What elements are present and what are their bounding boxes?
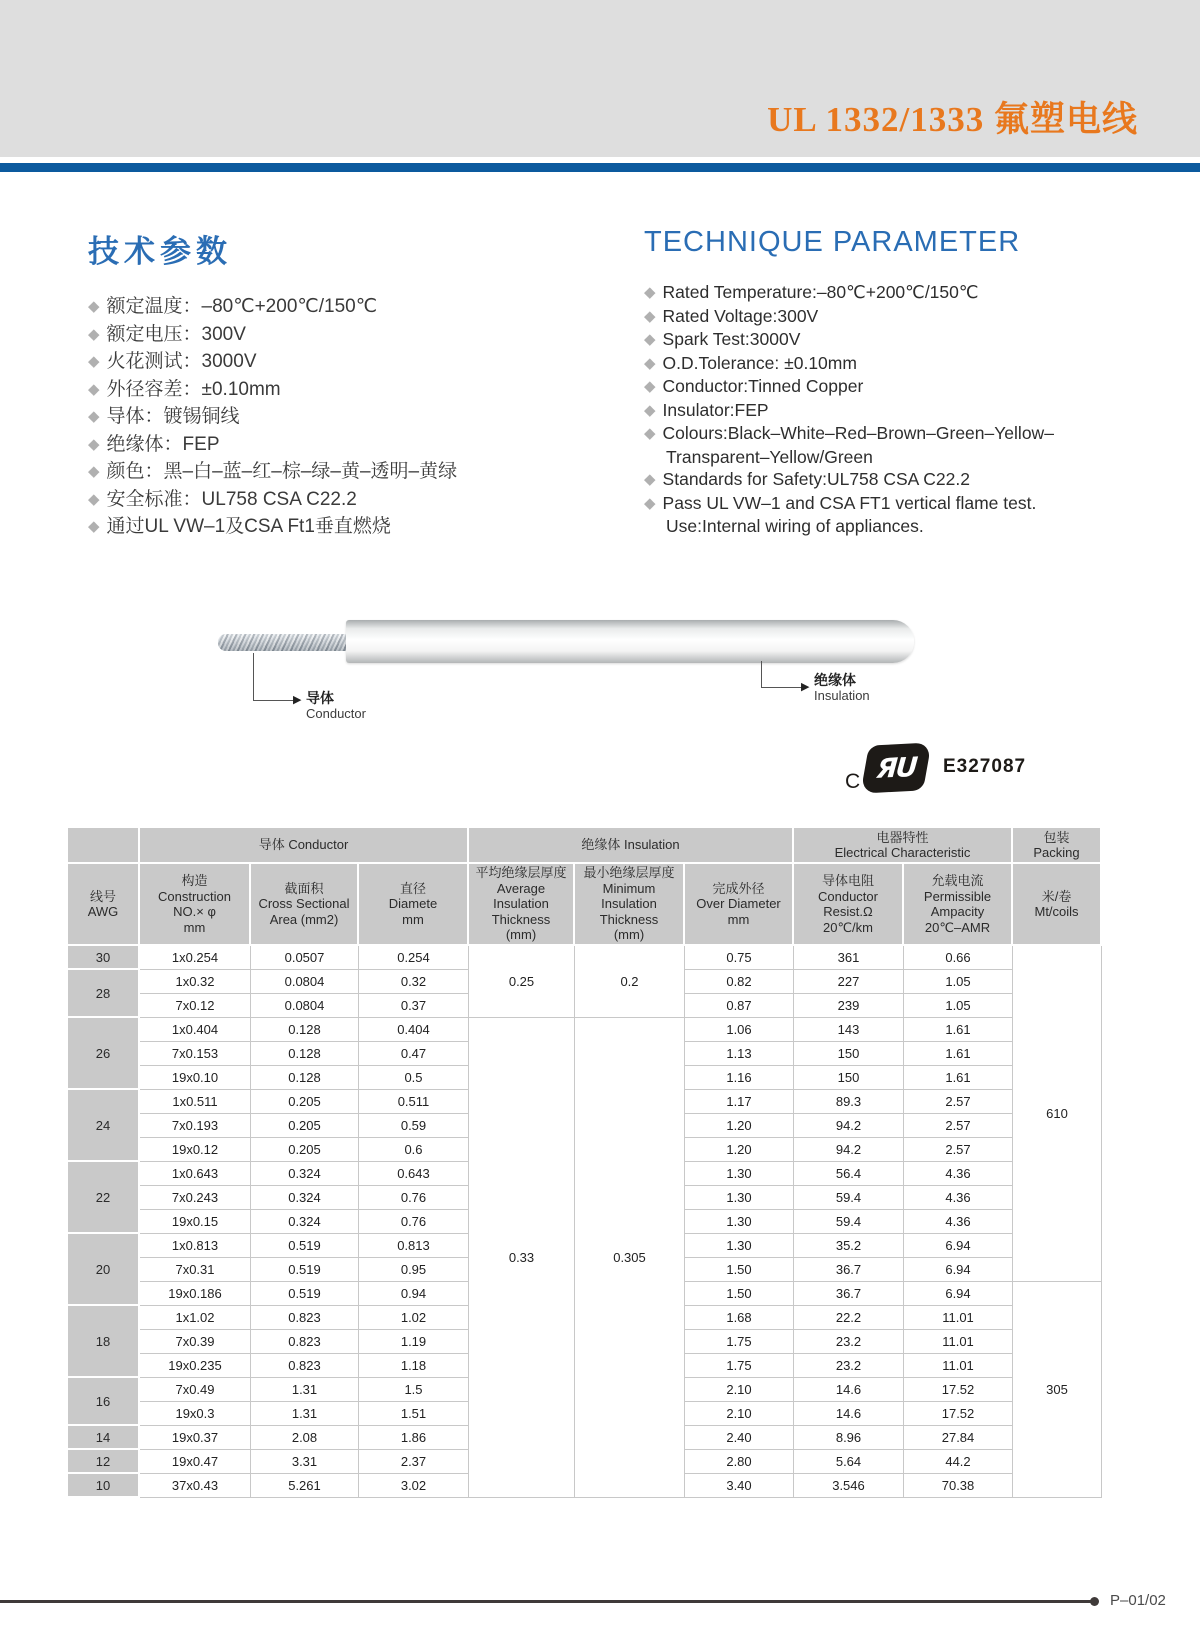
- value-cell: 1.13: [685, 1042, 794, 1066]
- value-cell: 56.4: [794, 1162, 904, 1186]
- value-cell: 227: [794, 970, 904, 994]
- value-cell: 2.57: [904, 1090, 1013, 1114]
- value-cell: 1.61: [904, 1066, 1013, 1090]
- value-cell: 59.4: [794, 1186, 904, 1210]
- value-cell: 2.10: [685, 1378, 794, 1402]
- column-header: 米/卷 Mt/coils: [1013, 864, 1102, 946]
- value-cell: 7x0.31: [140, 1258, 251, 1282]
- tech-params-en-heading: TECHNIQUE PARAMETER: [644, 226, 1021, 258]
- value-cell: 1.30: [685, 1186, 794, 1210]
- value-cell: 239: [794, 994, 904, 1018]
- value-cell: 6.94: [904, 1258, 1013, 1282]
- value-cell: 23.2: [794, 1354, 904, 1378]
- value-cell: 1.19: [359, 1330, 469, 1354]
- value-cell: 6.94: [904, 1282, 1013, 1306]
- value-cell: 0.59: [359, 1114, 469, 1138]
- awg-cell: 22: [68, 1162, 140, 1234]
- conductor-label-en: Conductor: [306, 706, 366, 721]
- tech-params-cn-list: [88, 293, 588, 541]
- value-cell: 23.2: [794, 1330, 904, 1354]
- value-cell: 11.01: [904, 1354, 1013, 1378]
- value-cell: 19x0.3: [140, 1402, 251, 1426]
- value-cell: 0.404: [359, 1018, 469, 1042]
- value-cell: 0.511: [359, 1090, 469, 1114]
- value-cell: 36.7: [794, 1258, 904, 1282]
- insulation-label-en: Insulation: [814, 688, 870, 703]
- value-cell: 2.10: [685, 1402, 794, 1426]
- value-cell: 0.519: [251, 1234, 359, 1258]
- column-header: 允载电流 Permissible Ampacity 20℃–AMR: [904, 864, 1013, 946]
- value-cell: 1x0.32: [140, 970, 251, 994]
- value-cell: 0.2: [575, 946, 685, 1018]
- param-item: ◆ 额定温度：–80℃+200℃/150℃: [88, 296, 378, 317]
- awg-cell: 16: [68, 1378, 140, 1426]
- value-cell: 0.254: [359, 946, 469, 970]
- value-cell: 4.36: [904, 1210, 1013, 1234]
- value-cell: 19x0.10: [140, 1066, 251, 1090]
- value-cell: 0.128: [251, 1018, 359, 1042]
- diamond-bullet-icon: ◆: [644, 494, 656, 512]
- value-cell: 22.2: [794, 1306, 904, 1330]
- value-cell: 1.75: [685, 1354, 794, 1378]
- value-cell: 2.08: [251, 1426, 359, 1450]
- value-cell: 0.128: [251, 1066, 359, 1090]
- diamond-bullet-icon: ◆: [644, 471, 656, 488]
- page-title: UL 1332/1333 氟塑电线: [767, 100, 1138, 139]
- param-item: ◆ O.D.Tolerance: ±0.10mm: [644, 352, 857, 373]
- value-cell: 150: [794, 1042, 904, 1066]
- value-cell: 7x0.243: [140, 1186, 251, 1210]
- diamond-bullet-icon: ◆: [88, 490, 100, 508]
- awg-cell: 24: [68, 1090, 140, 1162]
- value-cell: 35.2: [794, 1234, 904, 1258]
- spec-table-head: [68, 828, 1102, 946]
- value-cell: 1.75: [685, 1330, 794, 1354]
- value-cell: 37x0.43: [140, 1474, 251, 1498]
- param-item: ◆ Conductor:Tinned Copper: [644, 376, 864, 396]
- param-item: ◆ 火花测试：3000V: [88, 351, 257, 372]
- table-row: [68, 946, 1102, 970]
- value-cell: 0.324: [251, 1210, 359, 1234]
- value-cell: 1.05: [904, 994, 1013, 1018]
- diamond-bullet-icon: ◆: [644, 331, 656, 348]
- value-cell: 1.31: [251, 1402, 359, 1426]
- value-cell: 1.68: [685, 1306, 794, 1330]
- value-cell: 1.31: [251, 1378, 359, 1402]
- value-cell: 3.40: [685, 1474, 794, 1498]
- value-cell: 0.47: [359, 1042, 469, 1066]
- awg-cell: 12: [68, 1450, 140, 1474]
- value-cell: 1x0.254: [140, 946, 251, 970]
- tech-params-en-section: [644, 226, 1122, 538]
- wire-insulation-graphic: [346, 620, 914, 663]
- param-item: ◆ 颜色：黑–白–蓝–红–棕–绿–黄–透明–黄绿: [88, 461, 458, 482]
- conductor-label-cn: 导体: [306, 690, 334, 706]
- awg-cell: 30: [68, 946, 140, 970]
- ul-recognized-component-icon: [860, 742, 931, 793]
- value-cell: 2.57: [904, 1138, 1013, 1162]
- column-group-header: [68, 828, 140, 864]
- value-cell: 0.0507: [251, 946, 359, 970]
- value-cell: 1x1.02: [140, 1306, 251, 1330]
- value-cell: 0.205: [251, 1138, 359, 1162]
- insulation-leader-line: [761, 661, 804, 688]
- value-cell: 0.32: [359, 970, 469, 994]
- awg-cell: 28: [68, 970, 140, 1018]
- value-cell: 0.76: [359, 1210, 469, 1234]
- value-cell: 19x0.12: [140, 1138, 251, 1162]
- value-cell: 361: [794, 946, 904, 970]
- value-cell: 1.30: [685, 1210, 794, 1234]
- value-cell: 11.01: [904, 1330, 1013, 1354]
- value-cell: 143: [794, 1018, 904, 1042]
- tech-params-cn-section: [88, 226, 588, 541]
- param-item: ◆ 外径容差：±0.10mm: [88, 378, 281, 400]
- column-header: 构造 Construction NO.× φ mm: [140, 864, 251, 946]
- value-cell: 19x0.37: [140, 1426, 251, 1450]
- value-cell: 0.823: [251, 1354, 359, 1378]
- value-cell: 0.128: [251, 1042, 359, 1066]
- value-cell: 1.86: [359, 1426, 469, 1450]
- value-cell: 27.84: [904, 1426, 1013, 1450]
- tech-params-cn-heading: 技术参数: [88, 234, 232, 269]
- value-cell: 19x0.47: [140, 1450, 251, 1474]
- value-cell: 0.324: [251, 1162, 359, 1186]
- tech-params-en-list: [644, 281, 1122, 538]
- value-cell: 5.64: [794, 1450, 904, 1474]
- value-cell: 0.643: [359, 1162, 469, 1186]
- value-cell: 2.80: [685, 1450, 794, 1474]
- value-cell: 2.57: [904, 1114, 1013, 1138]
- value-cell: 94.2: [794, 1114, 904, 1138]
- table-row: [68, 1018, 1102, 1042]
- value-cell: 59.4: [794, 1210, 904, 1234]
- awg-cell: 14: [68, 1426, 140, 1450]
- param-item: ◆ Rated Temperature:–80℃+200℃/150℃: [644, 282, 979, 302]
- param-item: ◆ Colours:Black–White–Red–Brown–Green–Yellow–Transparent–Yellow/Green: [644, 423, 1054, 467]
- value-cell: 0.76: [359, 1186, 469, 1210]
- value-cell: 305: [1013, 1282, 1102, 1498]
- value-cell: 1.20: [685, 1114, 794, 1138]
- column-header: 线号 AWG: [68, 864, 140, 946]
- value-cell: 3.31: [251, 1450, 359, 1474]
- value-cell: 7x0.12: [140, 994, 251, 1018]
- awg-cell: 18: [68, 1306, 140, 1378]
- value-cell: 0.0804: [251, 994, 359, 1018]
- value-cell: 70.38: [904, 1474, 1013, 1498]
- param-item: ◆ Insulator:FEP: [644, 399, 769, 420]
- ul-logo-letters: ЯU: [875, 751, 917, 785]
- param-item: ◆ 绝缘体：FEP: [88, 433, 220, 455]
- diamond-bullet-icon: ◆: [644, 307, 656, 325]
- value-cell: 0.95: [359, 1258, 469, 1282]
- diamond-bullet-icon: ◆: [644, 425, 656, 442]
- value-cell: 1.51: [359, 1402, 469, 1426]
- insulation-label-cn: 绝缘体: [814, 672, 856, 688]
- value-cell: 0.0804: [251, 970, 359, 994]
- value-cell: 0.813: [359, 1234, 469, 1258]
- column-header: 平均绝缘层厚度 Average Insulation Thickness (mm): [469, 864, 575, 946]
- column-group-header: 导体 Conductor: [140, 828, 469, 864]
- value-cell: 1.02: [359, 1306, 469, 1330]
- value-cell: 4.36: [904, 1162, 1013, 1186]
- diamond-bullet-icon: ◆: [88, 518, 100, 535]
- column-group-header: 绝缘体 Insulation: [469, 828, 794, 864]
- diamond-bullet-icon: ◆: [88, 408, 100, 425]
- column-header: 直径 Diamete mm: [359, 864, 469, 946]
- header-divider: [0, 163, 1200, 172]
- value-cell: 7x0.49: [140, 1378, 251, 1402]
- column-header: 完成外径 Over Diameter mm: [685, 864, 794, 946]
- value-cell: 89.3: [794, 1090, 904, 1114]
- value-cell: 1.50: [685, 1258, 794, 1282]
- param-item: ◆ Standards for Safety:UL758 CSA C22.2: [644, 469, 970, 489]
- value-cell: 17.52: [904, 1378, 1013, 1402]
- header-banner: [0, 0, 1200, 157]
- value-cell: 5.261: [251, 1474, 359, 1498]
- value-cell: 1.06: [685, 1018, 794, 1042]
- value-cell: 0.5: [359, 1066, 469, 1090]
- diamond-bullet-icon: ◆: [88, 325, 100, 343]
- value-cell: 0.823: [251, 1306, 359, 1330]
- wire-conductor-graphic: [218, 634, 348, 651]
- value-cell: 11.01: [904, 1306, 1013, 1330]
- value-cell: 7x0.39: [140, 1330, 251, 1354]
- value-cell: 0.37: [359, 994, 469, 1018]
- value-cell: 1.30: [685, 1162, 794, 1186]
- value-cell: 6.94: [904, 1234, 1013, 1258]
- value-cell: 14.6: [794, 1378, 904, 1402]
- value-cell: 1.5: [359, 1378, 469, 1402]
- value-cell: 0.324: [251, 1186, 359, 1210]
- value-cell: 7x0.153: [140, 1042, 251, 1066]
- footer-rule: [0, 1600, 1094, 1603]
- param-item: ◆ 导体：镀锡铜线: [88, 406, 240, 427]
- diamond-bullet-icon: ◆: [88, 380, 100, 398]
- value-cell: 14.6: [794, 1402, 904, 1426]
- awg-cell: 26: [68, 1018, 140, 1090]
- value-cell: 0.205: [251, 1114, 359, 1138]
- column-header: 截面积 Cross Sectional Area (mm2): [251, 864, 359, 946]
- value-cell: 0.66: [904, 946, 1013, 970]
- diamond-bullet-icon: ◆: [644, 401, 656, 419]
- value-cell: 1.61: [904, 1018, 1013, 1042]
- spec-table: [68, 828, 1102, 1498]
- diamond-bullet-icon: ◆: [88, 463, 100, 480]
- diamond-bullet-icon: ◆: [88, 353, 100, 370]
- value-cell: 0.305: [575, 1018, 685, 1498]
- column-group-header: 电器特性 Electrical Characteristic: [794, 828, 1013, 864]
- value-cell: 1.17: [685, 1090, 794, 1114]
- value-cell: 1.20: [685, 1138, 794, 1162]
- page-number: P–01/02: [1110, 1592, 1166, 1609]
- value-cell: 0.519: [251, 1258, 359, 1282]
- value-cell: 0.94: [359, 1282, 469, 1306]
- value-cell: 0.823: [251, 1330, 359, 1354]
- value-cell: 2.40: [685, 1426, 794, 1450]
- insulation-label: [814, 672, 870, 704]
- value-cell: 0.519: [251, 1282, 359, 1306]
- diamond-bullet-icon: ◆: [644, 284, 656, 301]
- value-cell: 1x0.511: [140, 1090, 251, 1114]
- awg-cell: 20: [68, 1234, 140, 1306]
- column-header: 最小绝缘层厚度 Minimum Insulation Thickness (mm): [575, 864, 685, 946]
- value-cell: 1.16: [685, 1066, 794, 1090]
- value-cell: 19x0.235: [140, 1354, 251, 1378]
- param-item: ◆ Rated Voltage:300V: [644, 305, 819, 326]
- value-cell: 7x0.193: [140, 1114, 251, 1138]
- value-cell: 1.50: [685, 1282, 794, 1306]
- insulation-arrow-icon: ▶: [801, 681, 810, 693]
- value-cell: 1.05: [904, 970, 1013, 994]
- value-cell: 94.2: [794, 1138, 904, 1162]
- column-header: 导体电阻 Conductor Resist.Ω 20℃/km: [794, 864, 904, 946]
- value-cell: 2.37: [359, 1450, 469, 1474]
- value-cell: 0.87: [685, 994, 794, 1018]
- value-cell: 0.33: [469, 1018, 575, 1498]
- diamond-bullet-icon: ◆: [644, 378, 656, 395]
- conductor-label: [306, 690, 366, 722]
- value-cell: 0.6: [359, 1138, 469, 1162]
- value-cell: 36.7: [794, 1282, 904, 1306]
- value-cell: 1.30: [685, 1234, 794, 1258]
- param-item: ◆ Pass UL VW–1 and CSA FT1 vertical flame test. Use:Internal wiring of appliances.: [644, 492, 1037, 536]
- table-group-header-row: [68, 828, 1102, 864]
- value-cell: 8.96: [794, 1426, 904, 1450]
- param-item: ◆ 通过UL VW–1及CSA Ft1垂直燃烧: [88, 516, 391, 537]
- spec-table-body: [68, 946, 1102, 1498]
- value-cell: 0.25: [469, 946, 575, 1018]
- value-cell: 1x0.813: [140, 1234, 251, 1258]
- value-cell: 610: [1013, 946, 1102, 1282]
- value-cell: 19x0.186: [140, 1282, 251, 1306]
- value-cell: 19x0.15: [140, 1210, 251, 1234]
- value-cell: 0.205: [251, 1090, 359, 1114]
- diamond-bullet-icon: ◆: [88, 435, 100, 453]
- conductor-leader-line: [253, 653, 296, 701]
- value-cell: 3.546: [794, 1474, 904, 1498]
- param-item: ◆ Spark Test:3000V: [644, 329, 801, 349]
- value-cell: 1x0.404: [140, 1018, 251, 1042]
- awg-cell: 10: [68, 1474, 140, 1498]
- value-cell: 4.36: [904, 1186, 1013, 1210]
- value-cell: 150: [794, 1066, 904, 1090]
- ul-file-number: E327087: [943, 756, 1027, 777]
- value-cell: 44.2: [904, 1450, 1013, 1474]
- diamond-bullet-icon: ◆: [644, 354, 656, 372]
- param-item: ◆ 额定电压：300V: [88, 323, 246, 345]
- param-item: ◆ 安全标准：UL758 CSA C22.2: [88, 488, 357, 510]
- value-cell: 1x0.643: [140, 1162, 251, 1186]
- value-cell: 0.82: [685, 970, 794, 994]
- value-cell: 17.52: [904, 1402, 1013, 1426]
- column-group-header: 包装 Packing: [1013, 828, 1102, 864]
- value-cell: 1.18: [359, 1354, 469, 1378]
- conductor-arrow-icon: ▶: [293, 694, 302, 706]
- value-cell: 3.02: [359, 1474, 469, 1498]
- value-cell: 1.61: [904, 1042, 1013, 1066]
- diamond-bullet-icon: ◆: [88, 298, 100, 315]
- value-cell: 0.75: [685, 946, 794, 970]
- table-column-header-row: [68, 864, 1102, 946]
- ul-canada-c-mark: C: [845, 770, 861, 793]
